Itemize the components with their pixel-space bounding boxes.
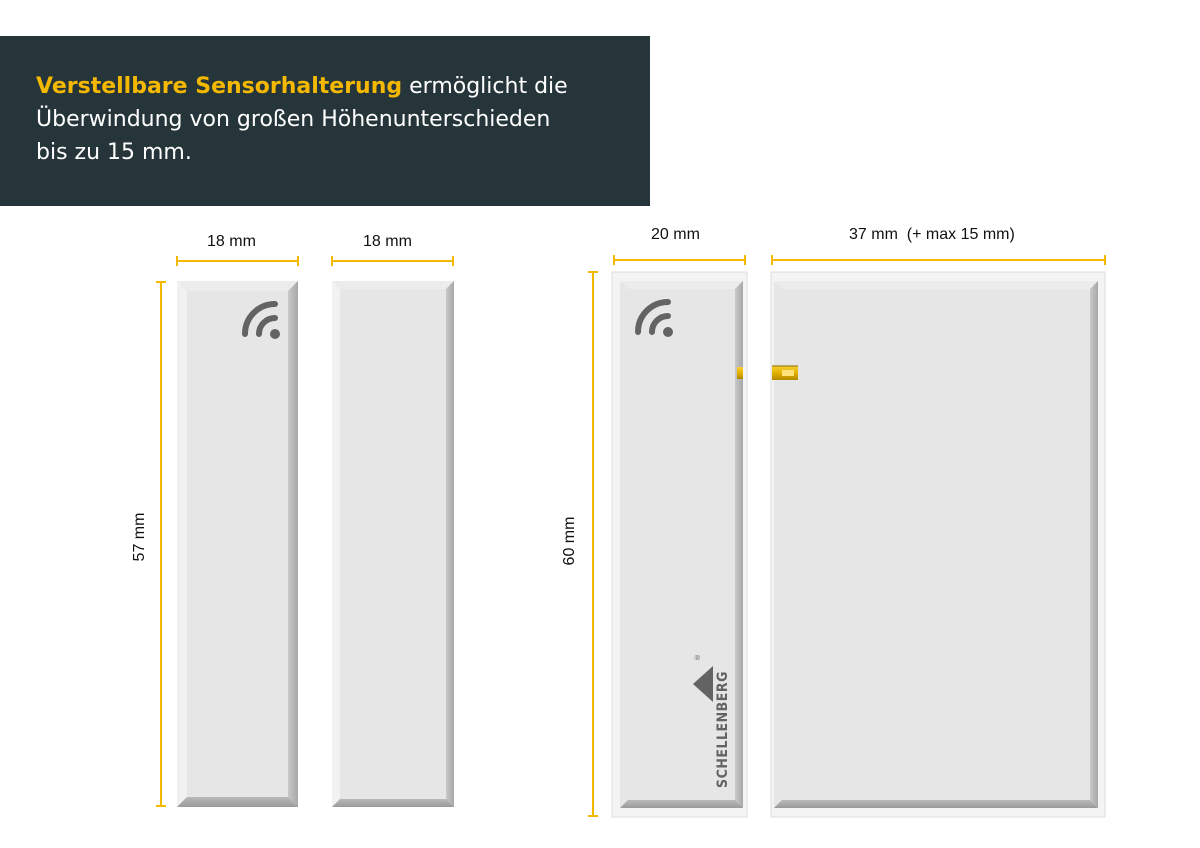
dim-line-large-magnet-width [772, 255, 1105, 265]
small-magnet-device [332, 281, 454, 807]
small-height-label: 57 mm [131, 512, 148, 562]
brand-logo-text: SCHELLENBERG [715, 671, 731, 788]
small-magnet-width-label: 18 mm [363, 233, 412, 250]
banner-line3: bis zu 15 mm. [36, 140, 192, 165]
dim-line-small-height [156, 282, 166, 806]
dim-line-large-height [588, 272, 598, 816]
adjustment-slider-left [737, 367, 743, 379]
large-sensor-device [612, 272, 747, 817]
large-magnet-width-label: 37 mm (+ max 15 mm) [849, 226, 1015, 243]
adjustment-slider [772, 366, 798, 380]
registered-mark: ® [694, 654, 702, 661]
banner-line1-rest: ermöglicht die [402, 74, 568, 99]
banner-line2: Überwindung von großen Höhenunterschieden [36, 107, 551, 132]
dim-line-small-sensor-width [177, 256, 298, 266]
dim-line-small-magnet-width [332, 256, 453, 266]
small-sensor-width-label: 18 mm [207, 233, 256, 250]
large-sensor-width-label: 20 mm [651, 226, 700, 243]
large-magnet-device [771, 272, 1105, 817]
large-height-label: 60 mm [561, 516, 578, 566]
dim-line-large-sensor-width [614, 255, 745, 265]
small-sensor-device [177, 281, 298, 807]
banner-highlight: Verstellbare Sensorhalterung [36, 74, 403, 99]
